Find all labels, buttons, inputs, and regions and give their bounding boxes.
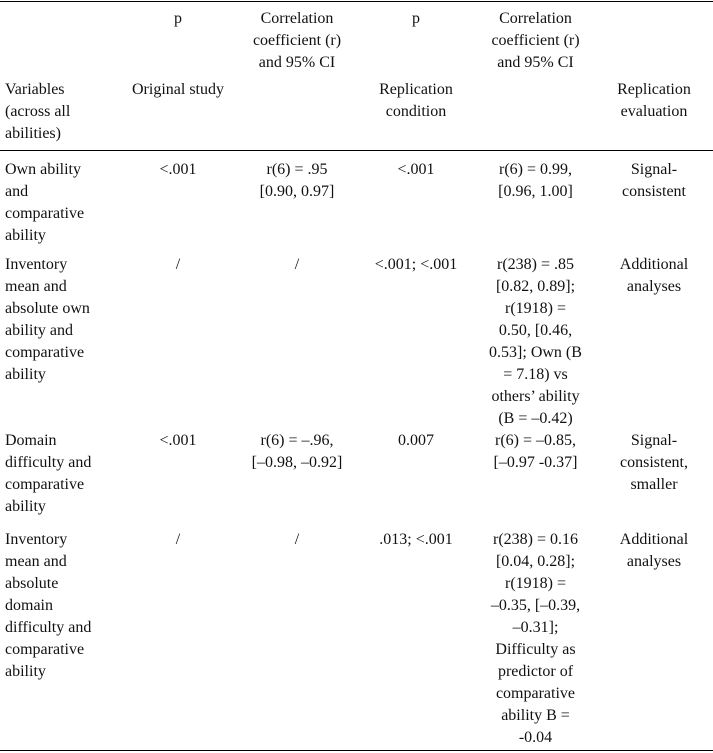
cell-p-original: / [175, 256, 181, 273]
header-p-replication-symbol: p [412, 10, 420, 27]
header-row [0, 0, 713, 150]
header-variables [0, 0, 118, 150]
table-bottom-rule [0, 750, 713, 751]
table-row [0, 529, 713, 749]
header-corr-original-label: Correlation coefficient (r) and 95% CI [252, 10, 342, 71]
cell-corr-replication: r(238) = .85 [0.82, 0.89]; r(1918) = 0.50, [0.46, 0.53]; Own (B = 7.18) vs others’ ability (B = –0.42) [489, 256, 582, 427]
cell-evaluation: Signal- consistent, smaller [620, 432, 688, 493]
table-header [0, 0, 713, 150]
cell-p-replication: .013; <.001 [379, 531, 453, 548]
table-row [0, 430, 713, 529]
cell-evaluation: Signal- consistent [622, 161, 686, 200]
cell-evaluation: Additional analyses [619, 256, 689, 295]
table-row [0, 150, 713, 254]
header-p-original [118, 0, 238, 150]
header-p-original-label: Original study [132, 81, 224, 98]
cell-variable: Own ability and comparative ability [5, 161, 85, 244]
cell-p-original: <.001 [159, 432, 197, 449]
cell-corr-original: / [294, 256, 300, 273]
cell-variable: Domain difficulty and comparative ability [5, 432, 92, 515]
cell-p-replication: <.001 [397, 161, 435, 178]
header-p-replication [356, 0, 476, 150]
table-row [0, 254, 713, 430]
header-p-replication-label: Replication condition [379, 81, 453, 120]
cell-corr-replication: r(6) = –0.85, [–0.97 -0.37] [493, 432, 578, 471]
cell-p-replication: 0.007 [398, 432, 434, 449]
cell-evaluation: Additional analyses [619, 531, 689, 570]
cell-variable: Inventory mean and absolute own ability and comparative ability [5, 256, 90, 383]
cell-variable: Inventory mean and absolute domain difficulty and comparative ability [5, 531, 92, 680]
cell-corr-replication: r(238) = 0.16 [0.04, 0.28]; r(1918) = –0.35, [–0.39, –0.31]; Difficulty as predictor of comparative ability B = -0.04 [490, 531, 581, 746]
cell-corr-original: r(6) = .95 [0.90, 0.97] [259, 161, 335, 200]
header-p-original-symbol: p [174, 10, 182, 27]
cell-corr-original: r(6) = –.96, [–0.98, –0.92] [251, 432, 343, 471]
table-body [0, 150, 713, 749]
cell-p-original: / [175, 531, 181, 548]
header-evaluation-label: Replication evaluation [617, 81, 691, 120]
header-corr-replication-label: Correlation coefficient (r) and 95% CI [491, 10, 580, 71]
header-evaluation [595, 0, 713, 150]
cell-p-replication: <.001; <.001 [374, 256, 458, 273]
header-variables-label: Variables (across all abilities) [5, 81, 71, 142]
cell-p-original: <.001 [159, 161, 197, 178]
header-corr-original [238, 0, 356, 150]
header-corr-replication [476, 0, 595, 150]
cell-corr-replication: r(6) = 0.99, [0.96, 1.00] [498, 161, 573, 200]
cell-corr-original: / [294, 531, 300, 548]
